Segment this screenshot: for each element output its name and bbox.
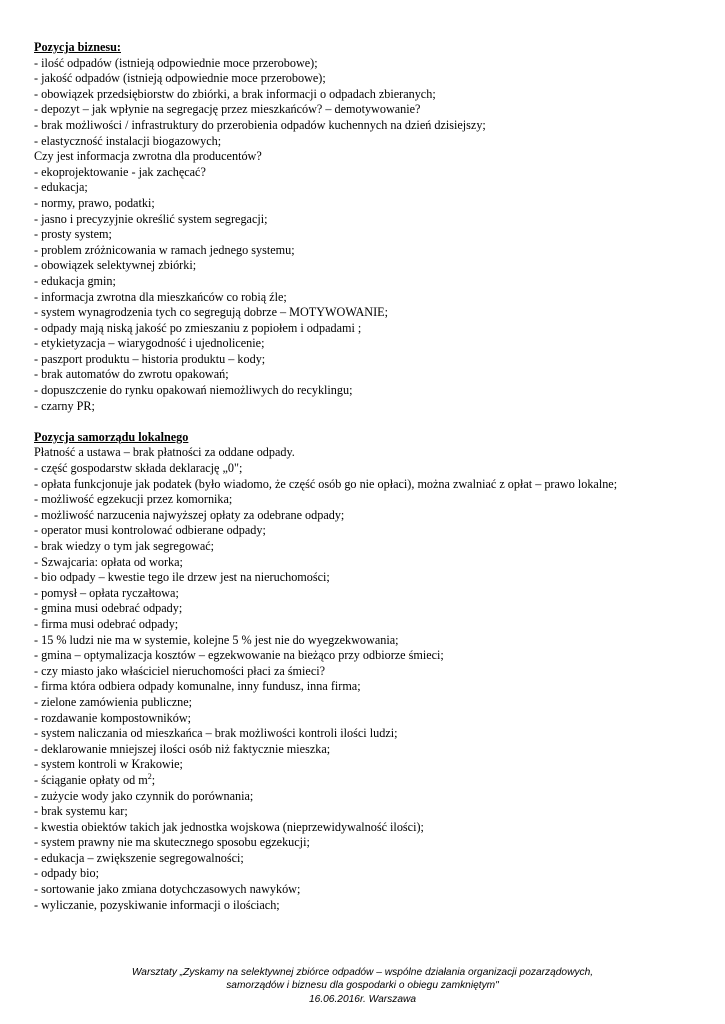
business-list: [34, 56, 694, 415]
list-item: - firma musi odebrać odpady;: [34, 616, 179, 631]
intro-line: Płatność a ustawa – brak płatności za oddane odpady.: [34, 445, 295, 460]
list-item: - system prawny nie ma skutecznego sposobu egzekucji;: [34, 835, 310, 850]
list-item: - deklarowanie mniejszej ilości osób niż faktycznie mieszka;: [34, 741, 331, 756]
list-item: - brak automatów do zwrotu opakowań;: [34, 367, 229, 382]
list-item: - brak systemu kar;: [34, 804, 128, 819]
list-item: - edukacja;: [34, 180, 88, 195]
list-item: - odpady mają niską jakość po zmieszaniu z popiołem i odpadami ;: [34, 320, 362, 335]
list-item: - dopuszczenie do rynku opakowań niemożliwych do recyklingu;: [34, 383, 353, 398]
section-heading-business: Pozycja biznesu:: [34, 40, 121, 54]
section-heading-local-government: Pozycja samorządu lokalnego: [34, 429, 189, 444]
list-item: - jakość odpadów (istnieją odpowiednie moce przerobowe);: [34, 71, 326, 86]
footer-line: samorządów i biznesu dla gospodarki o obiegu zamkniętym": [226, 980, 499, 992]
list-item: - 15 % ludzi nie ma w systemie, kolejne 5 % jest nie do wyegzekwowania;: [34, 632, 399, 647]
list-item: - pomysł – opłata ryczałtowa;: [34, 585, 179, 600]
list-item: - bio odpady – kwestie tego ile drzew jest na nieruchomości;: [34, 570, 330, 585]
list-item: - czarny PR;: [34, 398, 95, 413]
list-item: - możliwość narzucenia najwyższej opłaty za odebrane odpady;: [34, 507, 345, 522]
list-item: [34, 773, 694, 789]
list-item: - sortowanie jako zmiana dotychczasowych nawyków;: [34, 882, 301, 897]
page-footer: [60, 966, 665, 1006]
list-item: - czy miasto jako właściciel nieruchomości płaci za śmieci?: [34, 663, 326, 678]
list-item-text: ;: [151, 772, 156, 787]
list-item: - wyliczanie, pozyskiwanie informacji o ilościach;: [34, 897, 280, 912]
list-item: - ilość odpadów (istnieją odpowiednie moce przerobowe);: [34, 55, 318, 70]
list-item: - normy, prawo, podatki;: [34, 195, 155, 210]
list-item: - system kontroli w Krakowie;: [34, 757, 183, 772]
list-item: - jasno i precyzyjnie określić system segregacji;: [34, 211, 268, 226]
document-body: [34, 40, 694, 913]
list-item: - opłata funkcjonuje jak podatek (było wiadomo, że część osób go nie opłaci), można zwalniać z opłat – prawo lokalne;: [34, 476, 618, 491]
list-item: - problem zróżnicowania w ramach jednego systemu;: [34, 242, 295, 257]
superscript: 2: [147, 771, 152, 781]
list-item: - ekoprojektowanie - jak zachęcać?: [34, 164, 206, 179]
list-item: - gmina – optymalizacja kosztów – egzekwowanie na bieżąco przy odbiorze śmieci;: [34, 648, 444, 663]
list-item: - elastyczność instalacji biogazowych;: [34, 133, 222, 148]
list-item: - system wynagrodzenia tych co segregują dobrze – MOTYWOWANIE;: [34, 305, 389, 320]
list-item: - informacja zwrotna dla mieszkańców co robią źle;: [34, 289, 287, 304]
list-item: - edukacja – zwiększenie segregowalności;: [34, 850, 244, 865]
list-item: - edukacja gmin;: [34, 273, 116, 288]
list-item: - kwestia obiektów takich jak jednostka wojskowa (nieprzewidywalność ilości);: [34, 819, 424, 834]
list-item: Czy jest informacja zwrotna dla producentów?: [34, 149, 262, 164]
list-item: - część gospodarstw składa deklarację „0";: [34, 461, 243, 476]
list-item: - zużycie wody jako czynnik do porównania;: [34, 788, 254, 803]
list-item: - możliwość egzekucji przez komornika;: [34, 492, 233, 507]
list-item: - system naliczania od mieszkańca – brak możliwości kontroli ilości ludzi;: [34, 726, 398, 741]
list-item: - operator musi kontrolować odbierane odpady;: [34, 523, 266, 538]
list-item: - firma która odbiera odpady komunalne, inny fundusz, inna firma;: [34, 679, 361, 694]
footer-line: Warsztaty „Zyskamy na selektywnej zbiórce odpadów – wspólne działania organizacji pozarządowych,: [131, 967, 594, 978]
list-item: - depozyt – jak wpłynie na segregację przez mieszkańców? – demotywowanie?: [34, 102, 421, 117]
list-item: - gmina musi odebrać odpady;: [34, 601, 183, 616]
footer-date: 16.06.2016r. Warszawa: [308, 993, 417, 1005]
list-item: - brak możliwości / infrastruktury do przerobienia odpadów kuchennych na dzień dzisiejszy;: [34, 117, 486, 132]
list-item: - obowiązek selektywnej zbiórki;: [34, 258, 197, 273]
list-item: - zielone zamówienia publiczne;: [34, 694, 193, 709]
list-item: - prosty system;: [34, 227, 112, 242]
local-government-list: [34, 445, 694, 913]
list-item: - Szwajcaria: opłata od worka;: [34, 554, 183, 569]
list-item: - odpady bio;: [34, 866, 99, 881]
section-spacer: [34, 414, 694, 430]
list-item: - brak wiedzy o tym jak segregować;: [34, 539, 215, 553]
list-item: - paszport produktu – historia produktu – kody;: [34, 351, 266, 366]
list-item: - rozdawanie kompostowników;: [34, 710, 192, 725]
list-item: - obowiązek przedsiębiorstw do zbiórki, a brak informacji o odpadach zbieranych;: [34, 86, 436, 101]
list-item: - etykietyzacja – wiarygodność i ujednolicenie;: [34, 336, 265, 351]
list-item-text: - ściąganie opłaty od m: [34, 772, 148, 787]
